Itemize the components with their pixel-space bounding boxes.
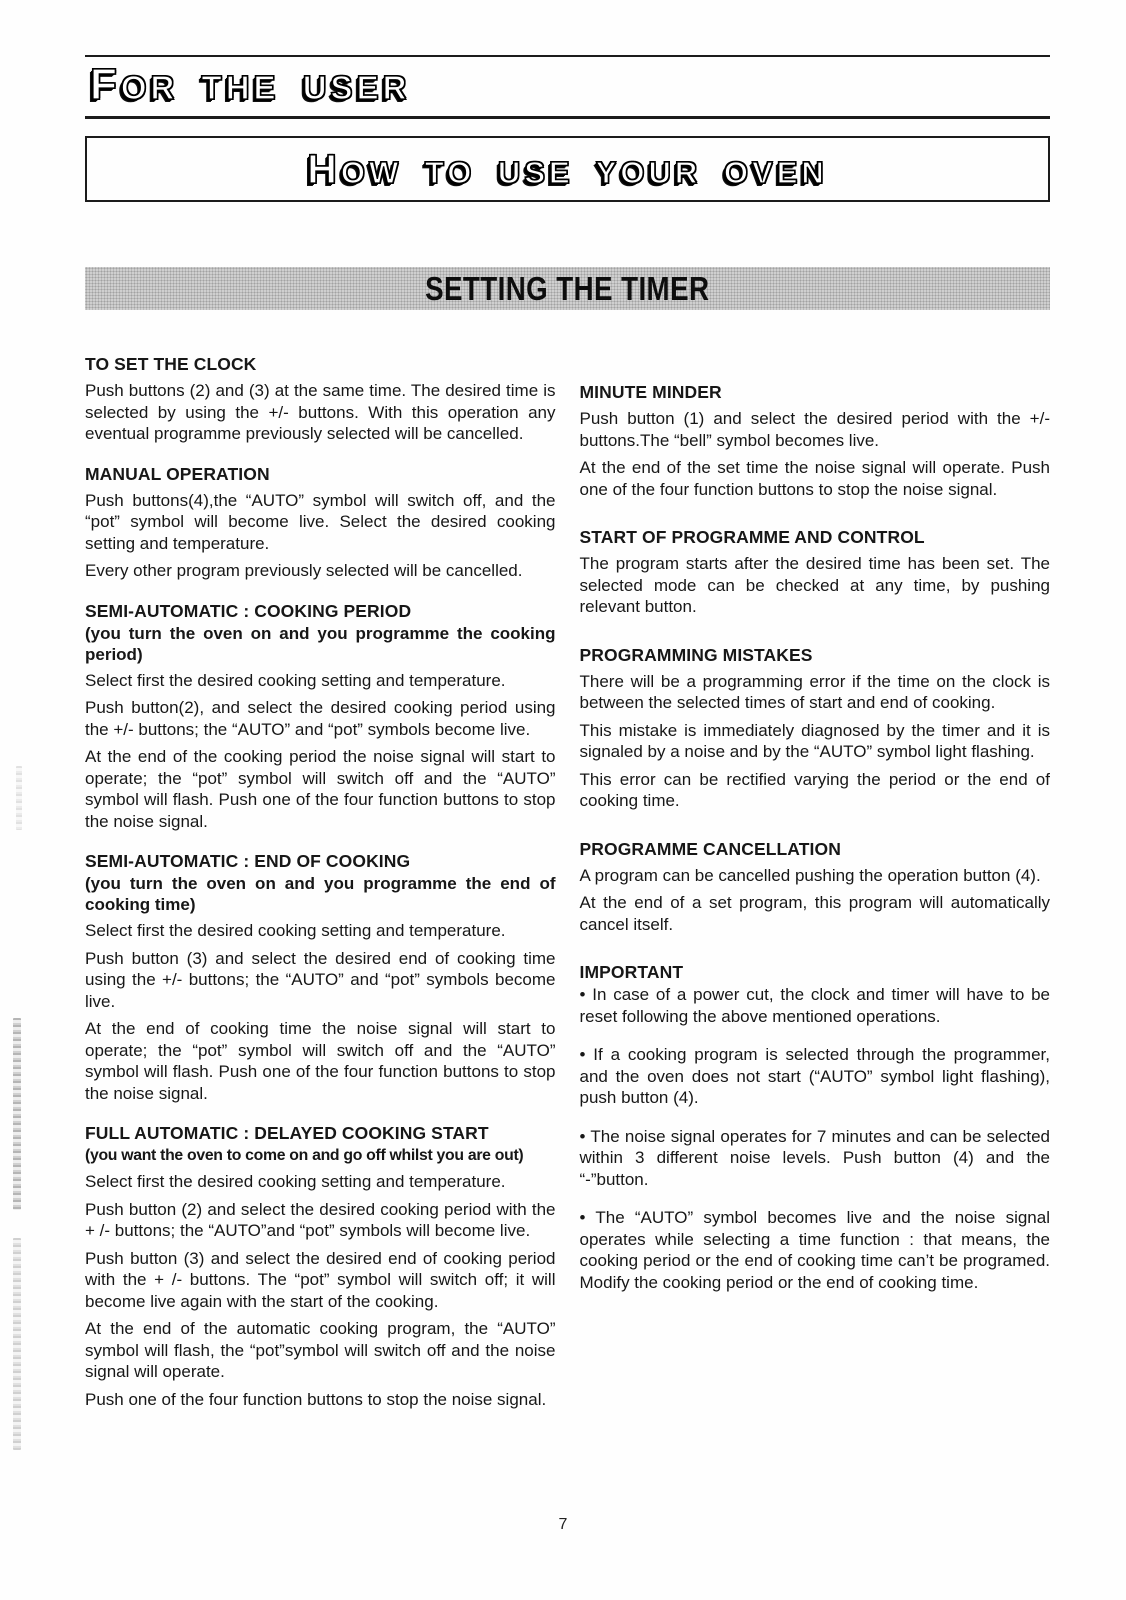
section-heading: MINUTE MINDER	[579, 382, 722, 402]
header-banner-text: FOR THE USER	[90, 60, 411, 109]
page-number: 7	[558, 1516, 568, 1533]
bullet-item: • The noise signal operates for 7 minutes and can be selected within 3 different noise levels. Push button (4) and the “-”button.	[579, 1126, 1050, 1189]
bullet-item: • If a cooking program is selected through the programmer, and the oven does not start (“AUTO” symbol light flashing), push button (4).	[579, 1045, 1050, 1107]
section-banner	[85, 267, 1050, 310]
paragraph: This mistake is immediately diagnosed by the timer and it is signaled by a noise and by the “AUTO” symbol light flashing.	[579, 720, 1050, 761]
section-subheading: (you turn the oven on and you programme the cooking period)	[85, 623, 556, 664]
section-heading: SEMI-AUTOMATIC : COOKING PERIOD	[85, 600, 412, 621]
header-banner	[85, 57, 1050, 116]
section-heading: START OF PROGRAMME AND CONTROL	[579, 527, 925, 547]
section-banner-text: SETTING THE TIMER	[425, 269, 710, 307]
paragraph: Push buttons (2) and (3) at the same time. The desired time is selected by using the +/- buttons. With this operation any eventual programme previously selected will be cancelled.	[85, 381, 556, 443]
section-full-automatic-delayed-cooking-start	[85, 1122, 556, 1410]
paragraph: At the end of the set time the noise signal will operate. Push one of the four function buttons to stop the noise signal.	[579, 458, 1050, 499]
scan-artifact	[16, 766, 22, 830]
right-column	[580, 381, 1051, 1416]
left-column	[85, 353, 556, 1416]
section-subheading: (you want the oven to come on and go off whilst you are out)	[85, 1147, 524, 1164]
paragraph: The program starts after the desired time has been set. The selected mode can be checked at any time, by pushing relevant button.	[579, 554, 1050, 616]
bullet-item: • The “AUTO” symbol becomes live and the noise signal operates while selecting a time function : that means, the cooking period or the end of cooking time can’t be programed. Modify the cooking period or the end of cooking time.	[579, 1208, 1050, 1292]
section-heading: PROGRAMME CANCELLATION	[579, 838, 841, 859]
section-manual-operation	[85, 463, 556, 582]
paragraph: At the end of the automatic cooking program, the “AUTO” symbol will flash, the “pot”symbol will switch off and the noise signal will operate.	[85, 1319, 556, 1381]
scan-artifact	[13, 1018, 21, 1210]
title-box	[85, 136, 1050, 202]
paragraph: Select first the desired cooking setting and temperature.	[85, 921, 506, 940]
section-semi-automatic-cooking-period	[85, 600, 556, 833]
paragraph: There will be a programming error if the time on the clock is between the selected times of start and end of cooking.	[579, 671, 1050, 712]
bullet-item: • In case of a power cut, the clock and timer will have to be reset following the above mentioned operations.	[579, 985, 1050, 1026]
paragraph: Push button (3) and select the desired end of cooking time using the +/- buttons; the “AUTO” and “pot” symbols become live.	[85, 948, 556, 1011]
section-programming-mistakes	[580, 644, 1051, 812]
section-heading: PROGRAMMING MISTAKES	[579, 644, 813, 665]
section-heading: MANUAL OPERATION	[85, 463, 270, 484]
paragraph: This error can be rectified varying the period or the end of cooking time.	[579, 769, 1050, 810]
section-heading: TO SET THE CLOCK	[85, 354, 257, 374]
paragraph: Push button (1) and select the desired period with the +/- buttons.The “bell” symbol becomes live.	[579, 409, 1050, 450]
section-minute-minder	[580, 381, 1051, 500]
paragraph: At the end of a set program, this program will automatically cancel itself.	[579, 893, 1050, 934]
paragraph: Push button (3) and select the desired end of cooking period with the + /- buttons. The “pot” symbol will switch off; it will become live again with the start of the cooking.	[85, 1248, 556, 1311]
paragraph: Push button(2), and select the desired cooking period using the +/- buttons; the “AUTO” and “pot” symbols become live.	[85, 698, 556, 739]
paragraph: Push one of the four function buttons to stop the noise signal.	[85, 1389, 547, 1409]
paragraph: A program can be cancelled pushing the operation button (4).	[579, 865, 1041, 885]
section-heading: IMPORTANT	[579, 962, 684, 982]
section-to-set-the-clock	[85, 353, 556, 445]
scan-artifact	[13, 1238, 21, 1450]
section-heading: SEMI-AUTOMATIC : END OF COOKING	[85, 851, 411, 871]
section-important	[580, 961, 1051, 1293]
section-programme-cancellation	[580, 838, 1051, 936]
paragraph: Every other program previously selected will be cancelled.	[85, 561, 523, 580]
paragraph: At the end of the cooking period the noise signal will start to operate; the “pot” symbol will switch off and the “AUTO” symbol will flash. Push one of the four function buttons to stop the noise signal.	[85, 747, 556, 831]
section-semi-automatic-end-of-cooking	[85, 850, 556, 1104]
paragraph: Select first the desired cooking setting and temperature.	[85, 670, 506, 690]
title-box-text: HOW TO USE YOUR OVEN	[307, 145, 828, 192]
two-column-body	[85, 353, 1050, 1416]
section-heading: FULL AUTOMATIC : DELAYED COOKING START	[85, 1123, 489, 1143]
paragraph: Push button (2) and select the desired cooking period with the + /- buttons; the “AUTO”and “pot” symbols will become live.	[85, 1199, 556, 1240]
paragraph: Select first the desired cooking setting and temperature.	[85, 1172, 506, 1191]
paragraph: Push buttons(4),the “AUTO” symbol will switch off, and the “pot” symbol will become live. Select the desired cooking setting and temperature.	[85, 490, 556, 553]
section-subheading: (you turn the oven on and you programme the end of cooking time)	[85, 874, 556, 914]
paragraph: At the end of cooking time the noise signal will start to operate; the “pot” symbol will switch off and the “AUTO” symbol will flash. Push one of the four function buttons to stop the noise signal.	[85, 1019, 556, 1103]
section-start-of-programme-and-control	[580, 526, 1051, 618]
header-bottom-rule	[85, 116, 1050, 119]
